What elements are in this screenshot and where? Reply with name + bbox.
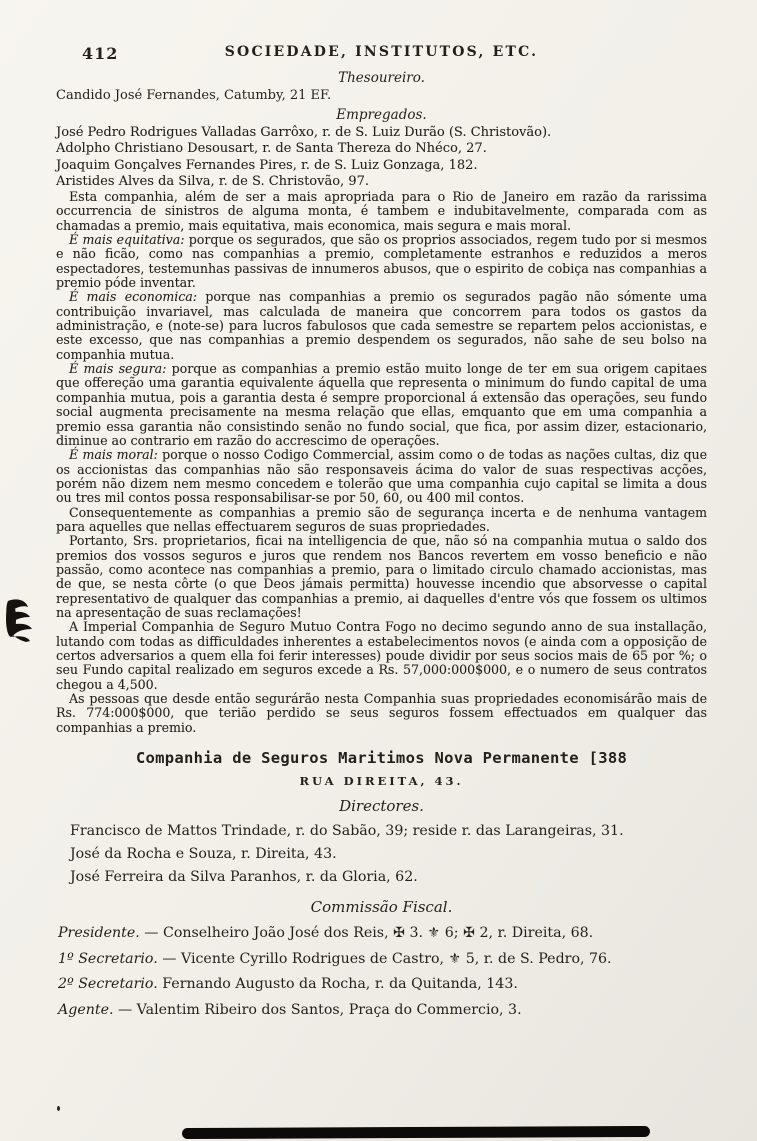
paragraph-segura bbox=[56, 362, 707, 448]
fiscal-role: 1º Secretario. bbox=[58, 950, 158, 967]
paragraph-economica bbox=[56, 290, 707, 362]
scan-speck bbox=[57, 1106, 60, 1111]
director-line: Francisco de Mattos Trindade, r. do Sabão, 39; reside r. das Larangeiras, 31. bbox=[70, 823, 624, 840]
empregado-line: Adolpho Christiano Desousart, r. de Santa Thereza do Nhéco, 27. bbox=[56, 141, 487, 157]
page-header bbox=[56, 42, 707, 66]
paragraph-equitativa bbox=[56, 233, 707, 290]
empregado-line: José Pedro Rodrigues Valladas Garrôxo, r. de S. Luiz Durão (S. Christovão). bbox=[56, 125, 552, 141]
paragraph-text: Esta companhia, além de ser a mais apropriada para o Rio de Janeiro em razão da rarissima occurrencia de sinistros de alguma monta, é tambem e indubitavelmente, comparada com as chamadas a premio, mais equitativa, mais economica, mais segura e mais moral. bbox=[56, 189, 707, 233]
thesoureiro-entry: Candido José Fernandes, Catumby, 21 EF. bbox=[56, 88, 332, 103]
fiscal-text: Fernando Augusto da Rocha, r. da Quitanda, 143. bbox=[157, 976, 518, 993]
paragraph-imperial bbox=[56, 620, 707, 692]
fiscal-line bbox=[56, 998, 707, 1024]
paragraph-text: Consequentemente as companhias a premio são de segurança incerta e de nenhuma vantagem para aquelles que nellas effectuarem seguros de suas propriedades. bbox=[56, 504, 707, 534]
paragraph-consequentemente bbox=[56, 506, 707, 535]
page-content bbox=[56, 42, 707, 1023]
empregados-list bbox=[56, 125, 707, 190]
fiscal-line bbox=[56, 947, 707, 973]
paragraph-text: A Imperial Companhia de Seguro Mutuo Contra Fogo no decimo segundo anno de sua installação, lutando com todas as difficuldades inherentes a estabelecimentos novos (e ainda com a opposição de certos adversarios a quem ella foi ferir interesses) poude dividir por seus socios mais de 65 por %; o seu Fundo capital realizado em seguros excede a Rs. 57,000:000$000, e o numero de seus contratos chegou a 4,500. bbox=[56, 619, 707, 692]
fiscal-text: — Vicente Cyrillo Rodrigues de Castro, ⚜ 5, r. de S. Pedro, 76. bbox=[157, 950, 612, 967]
paragraph-text: porque o nosso Codigo Commercial, assim como o de todas as nações cultas, diz que os accionistas das companhias não são responsaveis ácima do valor de suas respectivas acções, porém não dizem nem mesmo concedem e tolerão que uma companhia cujo capital se limita a dous ou tres mil contos possa responsabilisar-se por 50, 60, ou 400 mil contos. bbox=[56, 447, 707, 506]
fiscal-line bbox=[56, 972, 707, 998]
lead-phrase: É mais economica: bbox=[69, 289, 197, 305]
director-line: José da Rocha e Souza, r. Direita, 43. bbox=[70, 846, 337, 863]
fiscal-role: Presidente. bbox=[58, 925, 140, 942]
ink-blot bbox=[4, 595, 38, 643]
thesoureiro-heading: Thesoureiro. bbox=[338, 70, 425, 86]
commissao-fiscal-heading: Commissão Fiscal. bbox=[310, 898, 453, 917]
paragraph-text: porque nas companhias a premio os segurados pagão não sómente uma contribuição invariavel, mas calculada de maneira que concorrem para todos os gastos da administração, e (note-se) para lucros fabulosos que cada semestre se repartem pelos accionistas, e este excesso, que nas companhias a premio despendem os segurados, não sahe de seu bolso na companhia mutua. bbox=[56, 289, 707, 362]
catalog-ref: [388 bbox=[588, 749, 628, 768]
empregado-line: Aristides Alves da Silva, r. de S. Christovão, 97. bbox=[56, 173, 369, 189]
paragraph-portanto bbox=[56, 534, 707, 620]
paragraph-text: Portanto, Srs. proprietarios, ficai na intelligencia de que, não só na companhia mutua o saldo dos premios dos vossos seguros e juros que rendem nos Bancos revertem em vosso beneficio e não passão, como acontece nas companhias a premio, para o limitado circulo chamado accionistas, mas de que, se nesta côrte (o que Deos jámais permitta) houvesse incendio que absorvesse o capital representativo de qualquer das companhias a premio, ai daquelles d'entre vós que fossem os ultimos na apresentação de suas reclamações! bbox=[56, 533, 707, 620]
directores-list bbox=[56, 820, 707, 889]
running-title: SOCIEDADE, INSTITUTOS, ETC. bbox=[224, 44, 539, 60]
paragraph-text: As pessoas que desde então segurárão nesta Companhia suas propriedades economisárão mais de Rs. 774:000$000, que terião perdido se seus seguros fossem effectuados em qualquer das companhias a premio. bbox=[56, 691, 707, 735]
company-title bbox=[56, 749, 707, 767]
empregados-heading: Empregados. bbox=[336, 107, 427, 124]
commissao-fiscal-list bbox=[56, 921, 707, 1023]
paragraph-intro bbox=[56, 190, 707, 233]
lead-phrase: É mais moral: bbox=[69, 447, 158, 463]
empregado-line: Joaquim Gonçalves Fernandes Pires, r. de S. Luiz Gonzaga, 182. bbox=[56, 157, 478, 173]
paragraph-pessoas bbox=[56, 692, 707, 735]
lead-phrase: É mais segura: bbox=[69, 361, 167, 377]
fiscal-role: Agente. bbox=[58, 1001, 114, 1018]
paragraph-moral bbox=[56, 448, 707, 505]
company-address: RUA DIREITA, 43. bbox=[299, 774, 464, 789]
fiscal-role: 2º Secretario. bbox=[58, 976, 158, 993]
fiscal-text: — Valentim Ribeiro dos Santos, Praça do Commercio, 3. bbox=[113, 1001, 522, 1018]
lead-phrase: É mais equitativa: bbox=[69, 232, 185, 248]
paragraph-text: porque os segurados, que são os proprios associados, regem tudo por si mesmos e não ficão, como nas companhias a premio, completamente estranhos e reduzidos a meros espectadores, testemunhas passivas de innumeros abusos, que o espirito de cobiça nas companhias a premio póde inventar. bbox=[56, 232, 707, 291]
scan-artifact-bar bbox=[182, 1126, 650, 1139]
director-line: José Ferreira da Silva Paranhos, r. da Gloria, 62. bbox=[70, 869, 418, 886]
paragraph-text: porque as companhias a premio estão muito longe de ter em sua origem capitaes que offereção uma garantia equivalente áquella que representa o minimum do fundo capital de uma companhia mutua, pois a garantia desta é sempre proporcional á extensão das operações, seu fundo social augmenta precisamente na mesma relação que ellas, emquanto que em uma companhia a premio essa garantia não consistindo senão no fundo social, que fica, por assim dizer, estacionario, diminue ao contrario em razão do accrescimo de operações. bbox=[56, 361, 707, 448]
page-number: 412 bbox=[82, 44, 119, 63]
directores-heading: Directores. bbox=[339, 797, 424, 816]
company-title-text: Companhia de Seguros Maritimos Nova Permanente bbox=[135, 749, 579, 768]
fiscal-text: — Conselheiro João José dos Reis, ✠ 3. ⚜ 6; ✠ 2, r. Direita, 68. bbox=[139, 925, 594, 942]
fiscal-line bbox=[56, 921, 707, 947]
